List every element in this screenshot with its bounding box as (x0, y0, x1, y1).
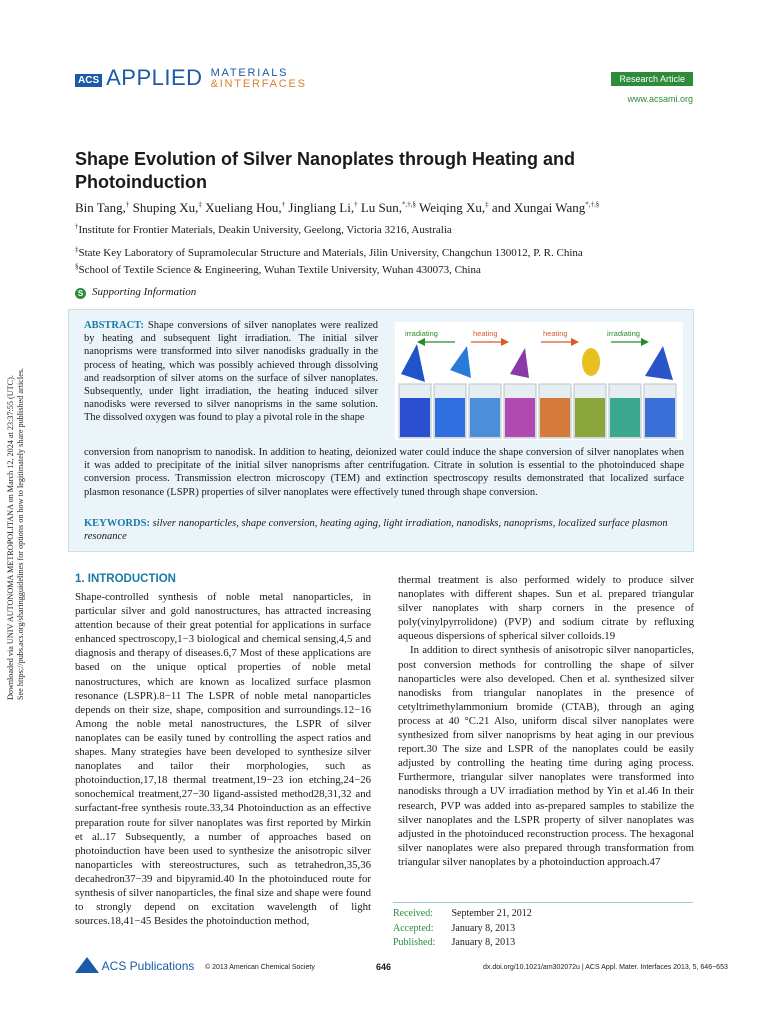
author-name[interactable]: Jingliang Li, (288, 200, 355, 215)
author-affil-mark: *,†,§ (585, 200, 600, 209)
affil-mark: † (75, 222, 79, 231)
publisher-name: ACS Publications (101, 959, 195, 973)
graphic-label-heating-2: heating (543, 329, 568, 338)
copyright: © 2013 American Chemical Society (205, 964, 315, 971)
affiliation-text: Institute for Frontier Materials, Deakin University, Geelong, Victoria 3216, Australia (78, 224, 452, 236)
paragraph: thermal treatment is also performed widely to produce silver nanoplates with different shapes. Sun et al. prepared triangular silver nanoplates with sharp corners in the presence of poly(vinylpyrrolidone) (PVP) and sodium citrate by refluxing aqueous dispersions of spherical silver colloids.19 (398, 574, 694, 643)
author-name[interactable]: Weiqing Xu, (419, 200, 486, 215)
published-label: Published: (393, 937, 436, 948)
keywords (84, 517, 684, 543)
abstract-graphic (395, 322, 683, 440)
vial-solution (540, 398, 570, 437)
doi-link[interactable]: dx.doi.org/10.1021/am302072u | ACS Appl. Mater. Interfaces 2013, 5, 646−653 (483, 964, 728, 971)
nanodisk-shape (582, 348, 600, 376)
download-note-line2: See https://pubs.acs.org/sharingguidelines for options on how to legitimately share published articles. (16, 367, 25, 700)
journal-logo[interactable] (75, 65, 307, 90)
graphic-label-irradiating: irradiating (405, 329, 438, 338)
logo-acs: ACS (75, 74, 102, 87)
abstract-label: ABSTRACT: (84, 320, 144, 331)
keywords-values: silver nanoparticles, shape conversion, heating aging, light irradiation, nanodisks, nanoprisms, localized surface plasmon resonance (84, 518, 668, 543)
graphic-label-irradiating-2: irradiating (607, 329, 640, 338)
vial-solution (400, 398, 430, 437)
affiliation (75, 246, 715, 260)
vial-solution (645, 398, 675, 437)
logo-interfaces: &INTERFACES (210, 78, 307, 90)
author-affil-mark: *,†,§ (402, 200, 417, 209)
vial-solution (610, 398, 640, 437)
abstract-text-part1: Shape conversions of silver nanoplates were realized by heating and subsequent light irradiation. The initial silver nanoprisms were transformed into silver nanodisks gradually in the process of heating, which was possibly achieved through dissolving and readsorption of silver atoms on the surface of silver nanoplates. Subsequently, under light irradiation, the heating induced silver nanodisks were reversed to silver nanoprisms in the same solution. The dissolved oxygen was found to play a pivotal role in the shape (84, 320, 378, 424)
affil-mark: § (75, 262, 79, 271)
keywords-label: KEYWORDS: (84, 518, 150, 529)
paragraph: Shape-controlled synthesis of noble metal nanoparticles, in particular silver and gold nanostructures, has attracted increasing attention because of their great potential for applications in surface enhanced spectroscopy,1−3 biological and chemical sensing,4,5 and diagnosis and therapy of diseases.6,7 Most of these applications are based on the unique optical properties of noble metal nanostructures, which are known as localized surface plasmon resonance (LSPR).8−11 The LSPR of noble metal nanoparticles depends on their size, shape, composition and surroundings.12−16 Among the noble metal nanostructures, the LSPR of silver nanoplates can be easily tuned by controlling the aspect ratios and shapes. Many strategies have been developed to synthesize silver nanoplates and tailor their morphologies, such as photoinduction,17,18 thermal treatment,19−23 ion etching,24−26 sonochemical treatment,27−30 ligand-assisted method28,31,32 and surfactant-free synthesis route.33,34 Photoinduction as an effective preparation route for silver nanoplates was first reported by Mirkin et al..17 Subsequently, a number of approaches based on photoinduction have been used to synthesize the anisotropic silver nanoparticles with stereostructures, such as tetrahedron,35,36 decahedron37−39 and bipyramid.40 In the photoinduced route for synthesis of silver nanoparticles, the final size and shape were found to strongly depend on excitation wavelength of light sources.18,41−45 Besides the photoinduction method, (75, 591, 371, 928)
download-note (6, 368, 26, 700)
publication-dates (393, 902, 693, 951)
author-affil-mark: ‡ (485, 200, 489, 209)
acs-publications-logo[interactable] (75, 957, 194, 973)
graphic-label-heating: heating (473, 329, 498, 338)
author-name[interactable]: Shuping Xu, (132, 200, 199, 215)
accepted-label: Accepted: (393, 922, 434, 934)
article-type-badge: Research Article (611, 72, 693, 86)
vial-solution (435, 398, 465, 437)
author-list (75, 199, 715, 217)
author-name[interactable]: Lu Sun, (360, 200, 403, 215)
supporting-info-icon: S (75, 288, 86, 299)
article-title: Shape Evolution of Silver Nanoplates through Heating and Photoinduction (75, 149, 576, 192)
author-affil-mark: † (281, 200, 286, 209)
author-affil-mark: † (125, 200, 130, 209)
author-affil-mark: † (354, 200, 358, 209)
accepted-date: January 8, 2013 (451, 922, 516, 934)
abstract-text (84, 319, 378, 425)
vial-solution (470, 398, 500, 437)
affiliation (75, 223, 715, 237)
affiliation-text: State Key Laboratory of Supramolecular Structure and Materials, Jilin University, Changchun 130012, P. R. China (78, 247, 583, 259)
logo-materials: MATERIALS (210, 67, 289, 79)
journal-url-link[interactable]: www.acsami.org (627, 94, 693, 104)
logo-applied: APPLIED (106, 65, 203, 90)
affiliation-text: School of Textile Science & Engineering, Wuhan Textile University, Wuhan 430073, China (78, 264, 481, 276)
supporting-info-label: Supporting Information (92, 286, 197, 298)
author-name[interactable]: and Xungai Wang (491, 200, 586, 215)
download-note-line1: Downloaded via UNIV AUTONOMA METROPOLITANA on March 12, 2024 at 23:37:55 (UTC). (6, 375, 15, 700)
section-title: 1. INTRODUCTION (75, 573, 176, 585)
vial-solution (575, 398, 605, 437)
affil-mark: ‡ (75, 245, 79, 254)
author-name[interactable]: Xueliang Hou, (205, 200, 282, 215)
affiliation (75, 263, 715, 277)
vial-solution (505, 398, 535, 437)
author-affil-mark: ‡ (198, 200, 202, 209)
received-date: September 21, 2012 (451, 908, 532, 919)
paragraph: In addition to direct synthesis of anisotropic silver nanoparticles, post conversion methods for controlling the shape of silver nanoparticles were also developed. Chen et al. synthesized silver nanodisks from triangular nanoplates in the presence of cetyltrimethylammonium bromide (CTAB), through an aging process at 40 °C.21 Also, uniform discal silver nanoplates were synthesized from silver nanoprisms by heat aging in our previous report.30 The size and LSPR of the nanoplates could be easily adjusted by controlling the heating time during aging process. Furthermore, triangular silver nanoplates were transformed into nanodisks through a UV irradiation method by Yin et al.46 In their research, PVP was added into as-prepared samples to stabilize the silver nanoplates and the LSPR property of silver nanoplates was adjusted in the photoinduced reconstruction process. The hexagonal silver nanoplates were also prepared through transformation from triangular silver nanoplates by a photoinduction approach.47 (398, 644, 694, 868)
body-column-left (75, 590, 371, 928)
acs-logo-icon (75, 957, 99, 973)
abstract-text-continued: conversion from nanoprism to nanodisk. In addition to heating, deionized water could induce the shape conversion of silver nanoplates when it was added to precipitate of the initial silver nanoprisms after centrifugation. Citrate in solution is essential to the photoinduced shape conversion process. Transmission electron microscopy (TEM) and extinction spectroscopy results demonstrated that localized surface plasmon resonance (LSPR) properties of silver nanoplates were effectively tuned through shape conversion. (84, 447, 684, 498)
body-column-right (398, 573, 694, 869)
supporting-information-link[interactable] (75, 286, 196, 299)
received-label: Received: (393, 908, 433, 919)
page-number: 646 (376, 962, 392, 972)
author-name[interactable]: Bin Tang, (75, 200, 126, 215)
published-date: January 8, 2013 (451, 937, 516, 948)
